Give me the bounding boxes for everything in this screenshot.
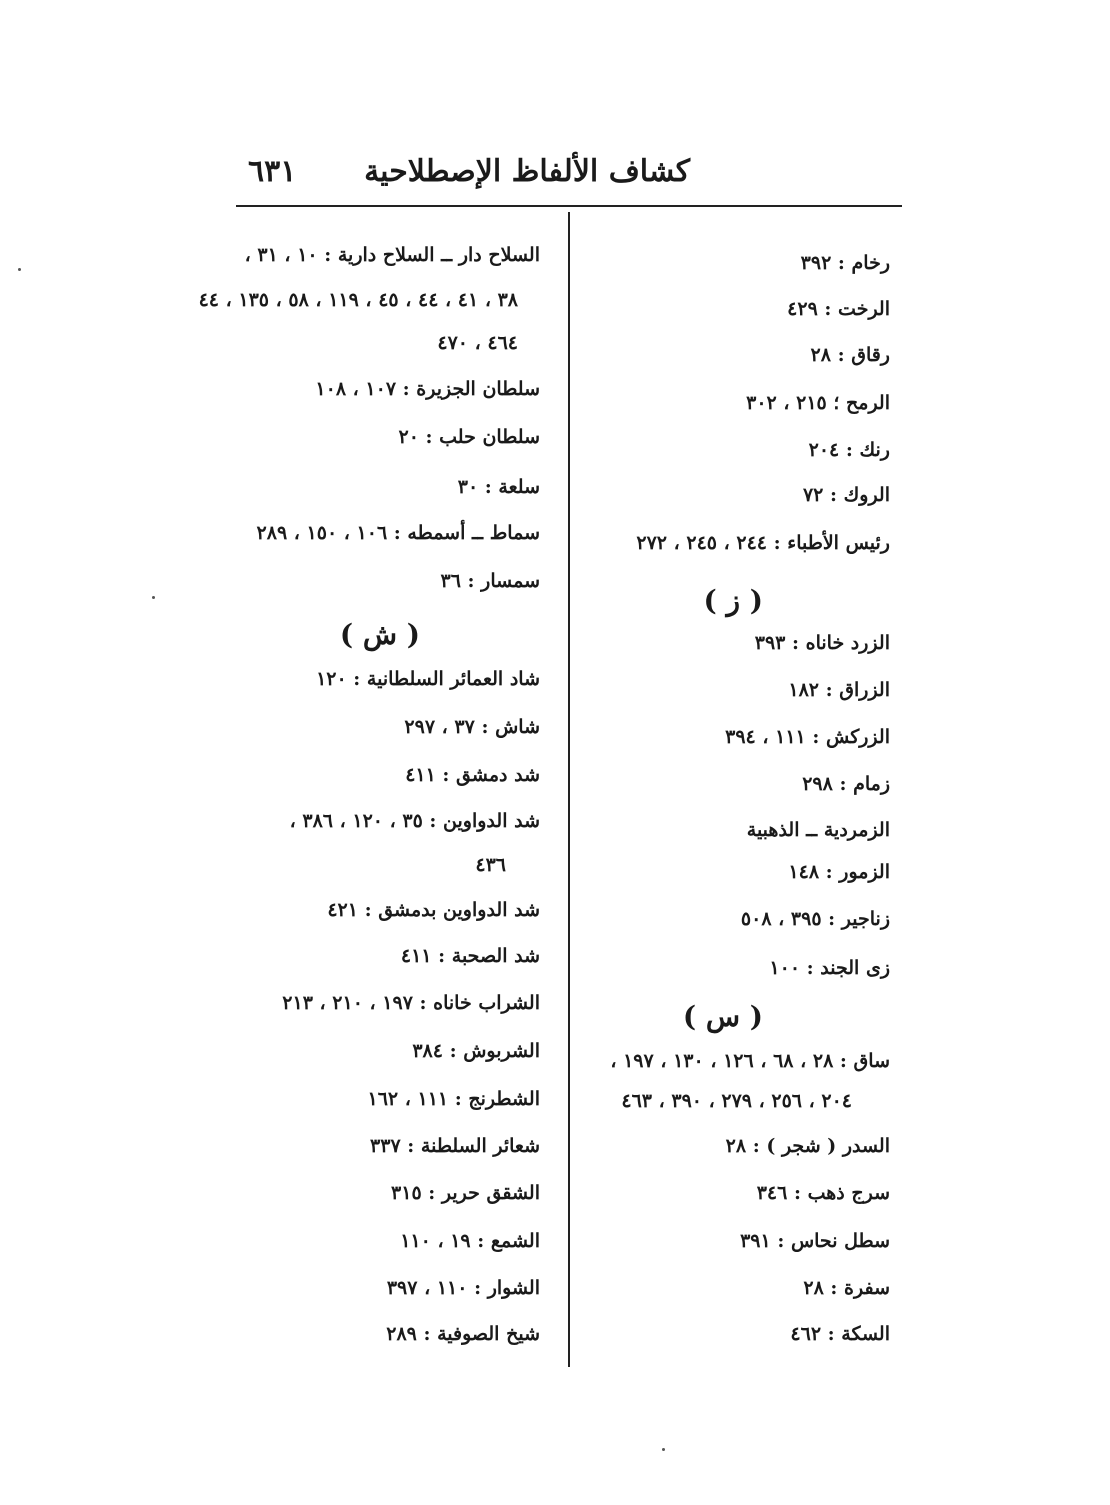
- section-heading-sin: ( س ): [682, 1000, 763, 1033]
- index-entry: شعائر السلطنة : ٣٣٧: [370, 1135, 540, 1157]
- index-entry: الشوار : ١١٠ ، ٣٩٧: [386, 1277, 540, 1299]
- index-entry: الشطرنج : ١١١ ، ١٦٢: [367, 1088, 540, 1110]
- index-entry: الزمور : ١٤٨: [788, 861, 890, 883]
- index-entry: زناجير : ٣٩٥ ، ٥٠٨: [740, 908, 890, 930]
- column-divider: [568, 212, 570, 1367]
- index-entry: السدر ( شجر ) : ٢٨: [725, 1135, 890, 1157]
- index-entry: شاد العمائر السلطانية : ١٢٠: [316, 668, 540, 690]
- index-entry: رنك : ٢٠٤: [808, 439, 890, 461]
- index-entry-continuation: ٢٠٤ ، ٢٥٦ ، ٢٧٩ ، ٣٩٠ ، ٤٦٣: [621, 1090, 852, 1112]
- section-heading-shin: ( ش ): [339, 618, 420, 651]
- index-entry: الشراب خاناه : ١٩٧ ، ٢١٠ ، ٢١٣: [282, 992, 540, 1014]
- index-entry: رخام : ٣٩٢: [800, 252, 890, 274]
- index-entry: الرمح ؛ ٢١٥ ، ٣٠٢: [746, 392, 890, 414]
- index-entry: سلطان حلب : ٢٠: [398, 426, 540, 448]
- index-entry: الروك : ٧٢: [802, 484, 890, 506]
- index-entry: شيخ الصوفية : ٢٨٩: [386, 1323, 540, 1345]
- index-entry-continuation: ٤٣٦: [475, 854, 506, 876]
- index-entry: ساق : ٢٨ ، ٦٨ ، ١٢٦ ، ١٣٠ ، ١٩٧ ،: [610, 1050, 890, 1072]
- section-heading-zay: ( ز ): [703, 584, 763, 617]
- index-entry: رئيس الأطباء : ٢٤٤ ، ٢٤٥ ، ٢٧٢: [636, 532, 890, 554]
- scan-speck: [152, 596, 155, 599]
- index-entry: السلاح دار ــ السلاح دارية : ١٠ ، ٣١ ،: [244, 244, 540, 266]
- index-entry: الشمع : ١٩ ، ١١٠: [400, 1230, 540, 1252]
- page-number: ٦٣١: [248, 154, 297, 189]
- index-entry: الزركش : ١١١ ، ٣٩٤: [725, 726, 890, 748]
- index-entry: سمسار : ٣٦: [440, 570, 540, 592]
- index-entry: السكة : ٤٦٢: [790, 1323, 890, 1345]
- index-entry: سفرة : ٢٨: [803, 1277, 890, 1299]
- index-entry: سرج ذهب : ٣٤٦: [756, 1182, 890, 1204]
- index-entry: الزرد خاناه : ٣٩٣: [754, 632, 890, 654]
- index-entry: شاش : ٣٧ ، ٢٩٧: [404, 716, 540, 738]
- index-entry: شد الدواوين بدمشق : ٤٢١: [327, 899, 540, 921]
- index-entry: رقاق : ٢٨: [810, 344, 890, 366]
- index-entry: زمام : ٢٩٨: [802, 773, 890, 795]
- index-entry-continuation: ٤٦٤ ، ٤٧٠: [437, 332, 518, 354]
- index-entry: الشقق حرير : ٣١٥: [391, 1182, 540, 1204]
- scan-speck: [18, 268, 21, 271]
- header-rule: [236, 205, 902, 207]
- scan-speck: [662, 1448, 665, 1451]
- index-entry-continuation: ٣٨ ، ٤١ ، ٤٤ ، ٤٥ ، ١١٩ ، ٥٨ ، ١٣٥ ، ٤٤: [198, 289, 518, 311]
- index-entry: الشربوش : ٣٨٤: [412, 1040, 540, 1062]
- index-entry: سطل نحاس : ٣٩١: [740, 1230, 890, 1252]
- index-entry: الزمردية ــ الذهبية: [746, 819, 890, 841]
- index-entry: شد الدواوين : ٣٥ ، ١٢٠ ، ٣٨٦ ،: [289, 810, 540, 832]
- index-entry: زى الجند : ١٠٠: [769, 957, 890, 979]
- index-entry: سماط ــ أسمطه : ١٠٦ ، ١٥٠ ، ٢٨٩: [256, 522, 540, 544]
- index-entry: شد الصحبة : ٤١١: [400, 945, 540, 967]
- index-entry: الزراق : ١٨٢: [788, 679, 890, 701]
- index-entry: شد دمشق : ٤١١: [405, 764, 540, 786]
- running-title: كشاف الألفاظ الإصطلاحية: [364, 154, 690, 189]
- page-header: [240, 150, 900, 200]
- index-entry: سلعة : ٣٠: [457, 476, 540, 498]
- index-entry: سلطان الجزيرة : ١٠٧ ، ١٠٨: [315, 378, 540, 400]
- index-entry: الرخت : ٤٢٩: [787, 298, 890, 320]
